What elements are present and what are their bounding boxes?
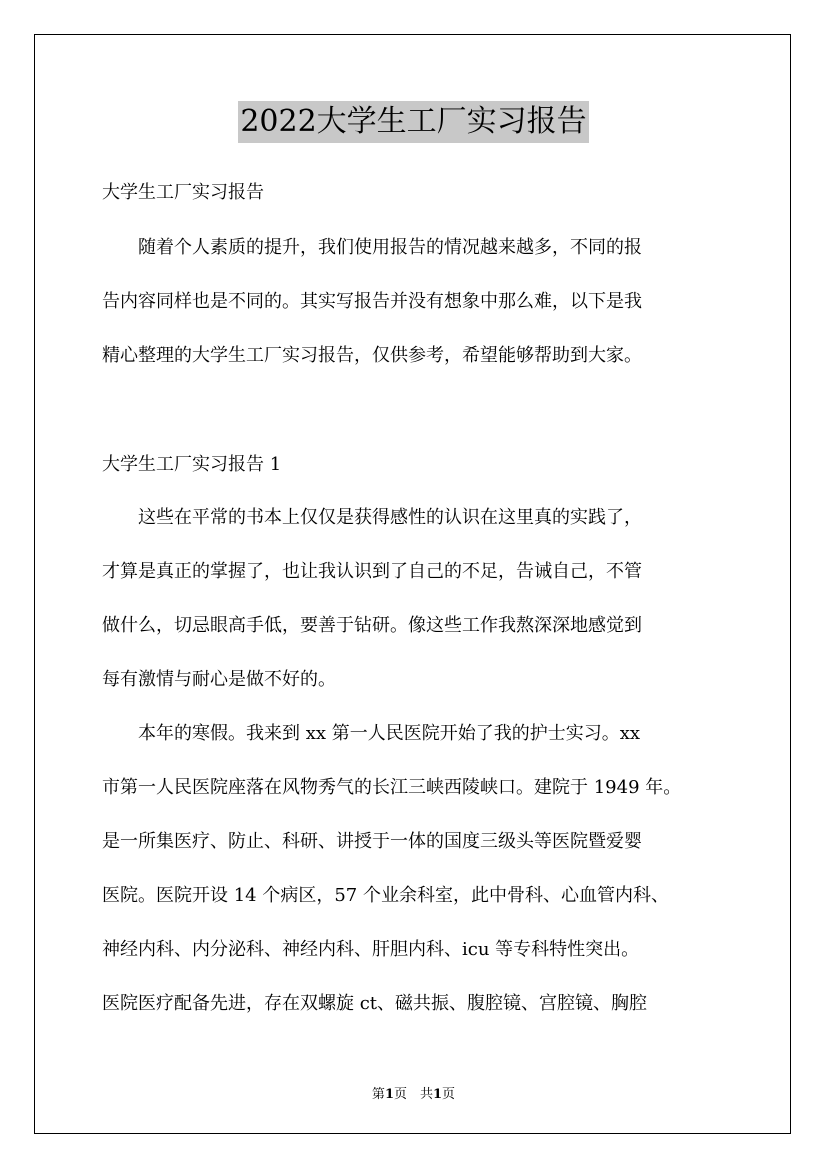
paragraph-line: 神经内科、内分泌科、神经内科、肝胆内科、icu 等专科特性突出。 (102, 939, 640, 960)
paragraph-line: 医院。医院开设 14 个病区，57 个业余科室，此中骨科、心血管内科、 (102, 885, 669, 906)
paragraph-line: 随着个人素质的提升，我们使用报告的情况越来越多，不同的报 (102, 237, 642, 258)
footer-page-total: 1 (433, 1087, 443, 1102)
footer-page-current: 1 (384, 1087, 394, 1102)
subtitle-line: 大学生工厂实习报告 (102, 182, 264, 203)
paragraph-line: 精心整理的大学生工厂实习报告，仅供参考，希望能够帮助到大家。 (102, 345, 642, 366)
footer-page-prefix: 第 (371, 1087, 385, 1102)
paragraph-line: 做什么，切忌眼高手低，要善于钻研。像这些工作我熬深深地感觉到 (102, 615, 642, 636)
document-title: 2022大学生工厂实习报告 (238, 101, 588, 143)
footer-page-mid: 页 共 (393, 1087, 433, 1102)
paragraph-line: 这些在平常的书本上仅仅是获得感性的认识在这里真的实践了， (102, 507, 642, 528)
paragraph-line: 每有激情与耐心是做不好的。 (102, 669, 336, 690)
paragraph-line: 市第一人民医院座落在风物秀气的长江三峡西陵峡口。建院于 1949 年。 (102, 777, 682, 798)
footer-page-suffix: 页 (442, 1087, 456, 1102)
paragraph-line: 医院医疗配备先进，存在双螺旋 ct、磁共振、腹腔镜、宫腔镜、胸腔 (102, 993, 648, 1014)
title-container (0, 101, 827, 143)
paragraph-line: 才算是真正的掌握了，也让我认识到了自己的不足，告诫自己，不管 (102, 561, 642, 582)
paragraph-line: 告内容同样也是不同的。其实写报告并没有想象中那么难，以下是我 (102, 291, 642, 312)
page-footer (0, 1083, 827, 1102)
paragraph-line: 本年的寒假。我来到 xx 第一人民医院开始了我的护士实习。xx (102, 723, 641, 744)
paragraph-line: 是一所集医疗、防止、科研、讲授于一体的国度三级头等医院暨爱婴 (102, 831, 642, 852)
section-heading: 大学生工厂实习报告 1 (102, 454, 282, 475)
